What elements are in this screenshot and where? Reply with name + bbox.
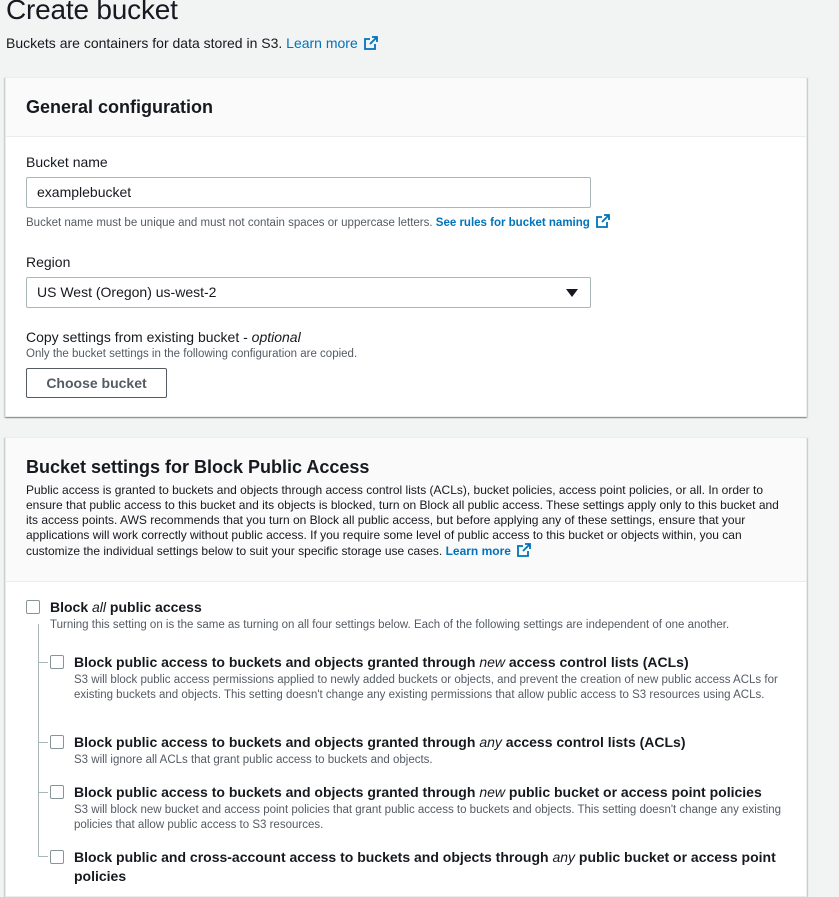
block-new-policies-label[interactable] xyxy=(74,784,762,800)
label-part: Block public access to buckets and objects granted through xyxy=(74,654,480,670)
copy-settings-hint: Only the bucket settings in the following configuration are copied. xyxy=(26,348,358,360)
block-new-acls-description: S3 will block public access permissions applied to newly added buckets or objects, and prevent the creation of new public access ACLs for existing buckets and objects. This setting doesn't change any existing permissions that allow public access to S3 resources using ACLs. xyxy=(74,674,778,701)
bucket-name-label: Bucket name xyxy=(26,154,108,170)
block-any-acls-label[interactable] xyxy=(74,734,686,750)
block-all-checkbox[interactable] xyxy=(26,600,40,614)
choose-bucket-button[interactable]: Choose bucket xyxy=(26,368,167,398)
label-part: access control lists (ACLs) xyxy=(505,654,689,670)
external-link-icon[interactable] xyxy=(364,36,378,53)
tree-line xyxy=(38,624,39,856)
page-title: Create bucket xyxy=(6,0,178,25)
label-part: public access xyxy=(106,599,202,615)
tree-branch xyxy=(38,662,48,663)
tree-branch xyxy=(38,742,48,743)
label-part: Block public access to buckets and objects granted through xyxy=(74,734,480,750)
tree-branch xyxy=(38,792,48,793)
block-new-policies-description: S3 will block new bucket and access point policies that grant public access to buckets and objects. This setting doesn't change any existing policies that allow public access to S3 resources. xyxy=(74,804,782,831)
caret-down-icon xyxy=(566,289,578,297)
block-any-acls-checkbox[interactable] xyxy=(50,735,64,749)
panel-header xyxy=(6,438,806,582)
block-any-policies-checkbox[interactable] xyxy=(50,850,64,864)
page-subtitle xyxy=(6,35,378,53)
block-new-policies-checkbox[interactable] xyxy=(50,785,64,799)
label-part: Block public and cross-account access to buckets and objects through xyxy=(74,849,553,865)
panel-heading: General configuration xyxy=(26,97,214,117)
label-part: access control lists (ACLs) xyxy=(501,734,686,750)
bucket-naming-rules-link[interactable]: See rules for bucket naming xyxy=(435,217,590,229)
learn-more-link[interactable]: Learn more xyxy=(445,544,511,558)
block-public-access-panel xyxy=(5,437,807,897)
region-select-value: US West (Oregon) us-west-2 xyxy=(37,284,217,300)
region-select[interactable] xyxy=(26,277,591,308)
copy-settings-label-text: Copy settings from existing bucket - xyxy=(26,329,252,345)
panel-description-text: Public access is granted to buckets and objects through access control lists (ACLs), bucket policies, access point policies, or all. In order to ensure that public access to this bucket and its objects is blocked, turn on Block all public access. These settings apply only to this bucket and its access points. AWS recommends that you turn on Block all public access, but before applying any of these settings, ensure that your applications will work correctly without public access. If you require some level of public access to this bucket or objects within, you can customize the individual settings below to suit your specific storage use cases. xyxy=(26,483,779,558)
block-all-label[interactable] xyxy=(50,599,202,615)
bucket-name-input[interactable]: examplebucket xyxy=(26,177,591,208)
block-any-policies-label-line2[interactable]: policies xyxy=(74,868,127,884)
block-all-description: Turning this setting on is the same as turning on all four settings below. Each of the following settings are independent of one another. xyxy=(50,619,730,631)
external-link-icon[interactable] xyxy=(517,543,531,561)
subtitle-text: Buckets are containers for data stored in S3. xyxy=(6,35,283,51)
panel-header xyxy=(6,78,806,137)
label-part: Block xyxy=(50,599,93,615)
learn-more-link[interactable]: Learn more xyxy=(286,35,358,51)
bucket-name-hint xyxy=(26,214,610,231)
bucket-name-hint-text: Bucket name must be unique and must not contain spaces or uppercase letters. xyxy=(26,217,433,229)
label-part: Block public access to buckets and objects granted through xyxy=(74,784,480,800)
tree-branch xyxy=(38,856,48,857)
label-part: public bucket or access point policies xyxy=(505,784,762,800)
panel-description xyxy=(26,483,786,561)
block-new-acls-label[interactable] xyxy=(74,654,689,670)
label-emphasis: any xyxy=(479,734,502,750)
block-any-acls-description: S3 will ignore all ACLs that grant public access to buckets and objects. xyxy=(74,754,433,766)
optional-label: optional xyxy=(251,329,301,345)
label-emphasis: new xyxy=(479,784,505,800)
general-configuration-panel xyxy=(5,77,807,417)
block-any-policies-label[interactable] xyxy=(74,849,776,865)
panel-heading: Bucket settings for Block Public Access xyxy=(26,457,370,477)
label-emphasis: any xyxy=(552,849,576,865)
label-emphasis: all xyxy=(92,599,107,615)
external-link-icon[interactable] xyxy=(596,214,610,231)
region-label: Region xyxy=(26,254,71,270)
label-part: public bucket or access point xyxy=(575,849,776,865)
label-emphasis: new xyxy=(479,654,505,670)
copy-settings-label xyxy=(26,329,301,345)
block-new-acls-checkbox[interactable] xyxy=(50,655,64,669)
